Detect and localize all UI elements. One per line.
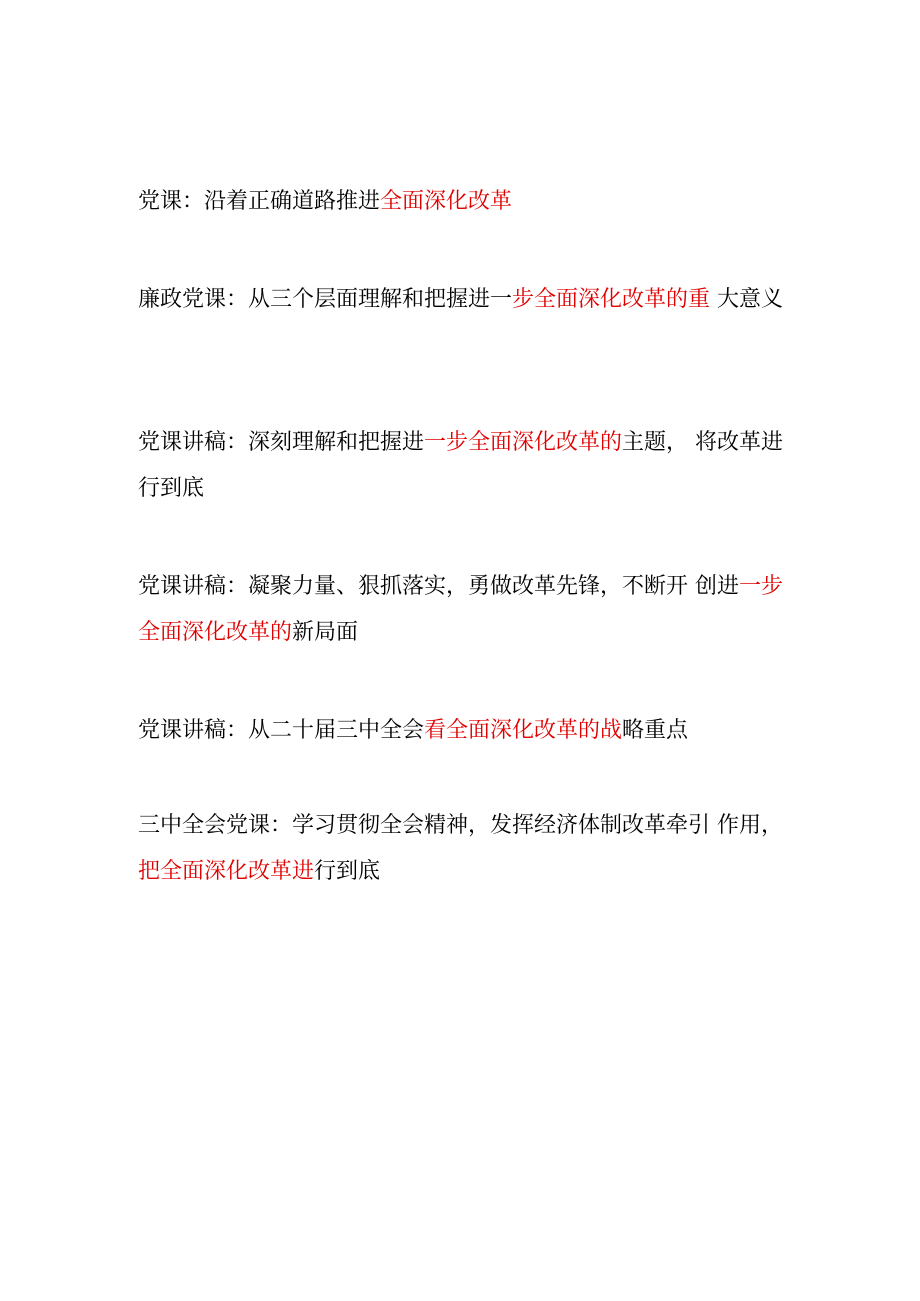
entry-2-highlight: 步全面深化改革的重 — [512, 287, 711, 312]
entry-3-text: 党课讲稿：深刻理解和把握进 — [138, 430, 425, 455]
title-entry-6 — [138, 803, 788, 895]
title-entry-5 — [138, 708, 788, 754]
entry-6-text: 三中全会党课：学习贯彻全会精神，发挥经济体制改革牵引 作用， — [138, 813, 783, 838]
entry-2-tail: 大意义 — [710, 287, 784, 312]
entry-4-tail: 新局面 — [292, 620, 359, 645]
entry-3-highlight: 一步全面深化改革的 — [424, 430, 623, 455]
title-entry-1 — [138, 179, 788, 225]
entry-4-text: 党课讲稿：凝聚力量、狠抓落实，勇做改革先锋，不断开 创进 — [138, 574, 739, 599]
entry-4-highlight: 一步全面深化改革的 — [138, 574, 784, 645]
entry-6-highlight: 把全面深化改革进 — [138, 859, 315, 884]
entry-3-tail: 主题， 将改革进行到底 — [138, 430, 784, 501]
title-entry-2 — [138, 277, 788, 323]
entry-5-highlight: 看全面深化改革的战 — [424, 718, 623, 743]
title-entry-4 — [138, 564, 788, 656]
entry-5-tail: 略重点 — [622, 718, 689, 743]
title-entry-3 — [138, 420, 788, 512]
entry-2-text: 廉政党课：从三个层面理解和把握进一 — [138, 287, 513, 312]
entry-6-tail: 行到底 — [314, 859, 381, 884]
entry-5-text: 党课讲稿：从二十届三中全会 — [138, 718, 425, 743]
entry-1-text: 党课：沿着正确道路推进 — [138, 189, 381, 214]
entry-1-highlight: 全面深化改革 — [380, 189, 513, 214]
